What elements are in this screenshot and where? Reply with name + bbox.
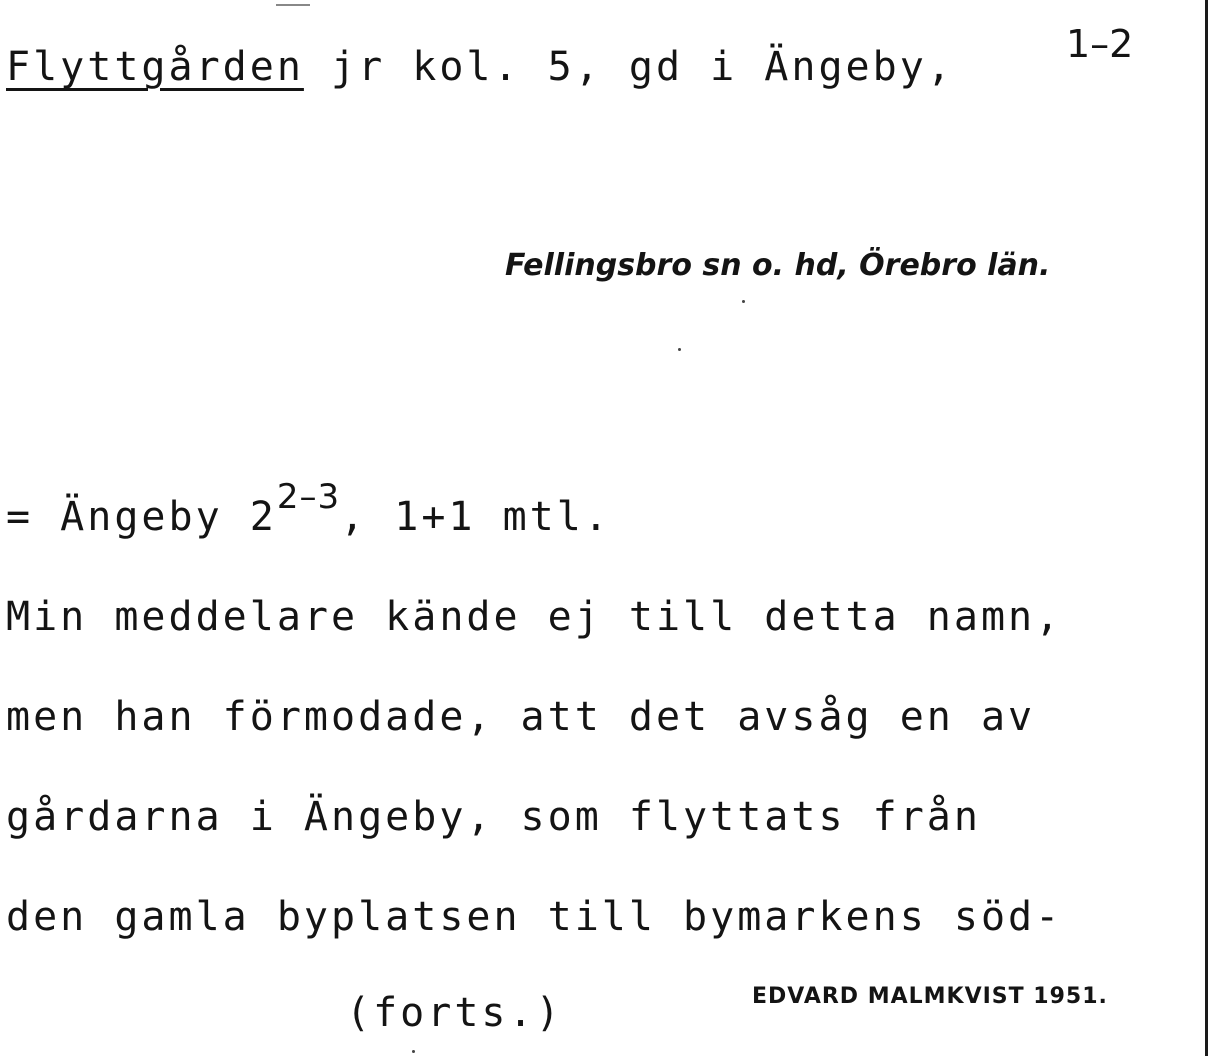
card-number: 1–2 [1066, 22, 1134, 66]
author-stamp: EDVARD MALMKVIST 1951. [752, 984, 1108, 1009]
equivalence-line [6, 477, 611, 540]
body-line-4: den gamla byplatsen till bymarkens söd- [6, 894, 1063, 940]
card-edge-line [1205, 0, 1208, 1056]
equivalence-prefix: = Ängeby 2 [6, 494, 277, 540]
title-line [6, 44, 954, 90]
body-line-3: gårdarna i Ängeby, som flyttats från [6, 794, 981, 840]
place-name: Flyttgården [6, 44, 304, 90]
scan-speck [412, 1050, 415, 1053]
equivalence-superscript: 2–3 [276, 477, 341, 517]
equivalence-suffix: , 1+1 mtl. [340, 494, 611, 540]
title-description: jr kol. 5, gd i Ängeby, [303, 44, 954, 90]
continued-note: (forts.) [346, 990, 563, 1036]
scan-speck [678, 348, 681, 351]
parish-heading: Fellingsbro sn o. hd, Örebro län. [505, 248, 1051, 283]
body-line-2: men han förmodade, att det avsåg en av [6, 694, 1036, 740]
body-line-1: Min meddelare kände ej till detta namn, [6, 594, 1063, 640]
scan-speck [742, 300, 745, 303]
scan-speck [276, 4, 310, 6]
